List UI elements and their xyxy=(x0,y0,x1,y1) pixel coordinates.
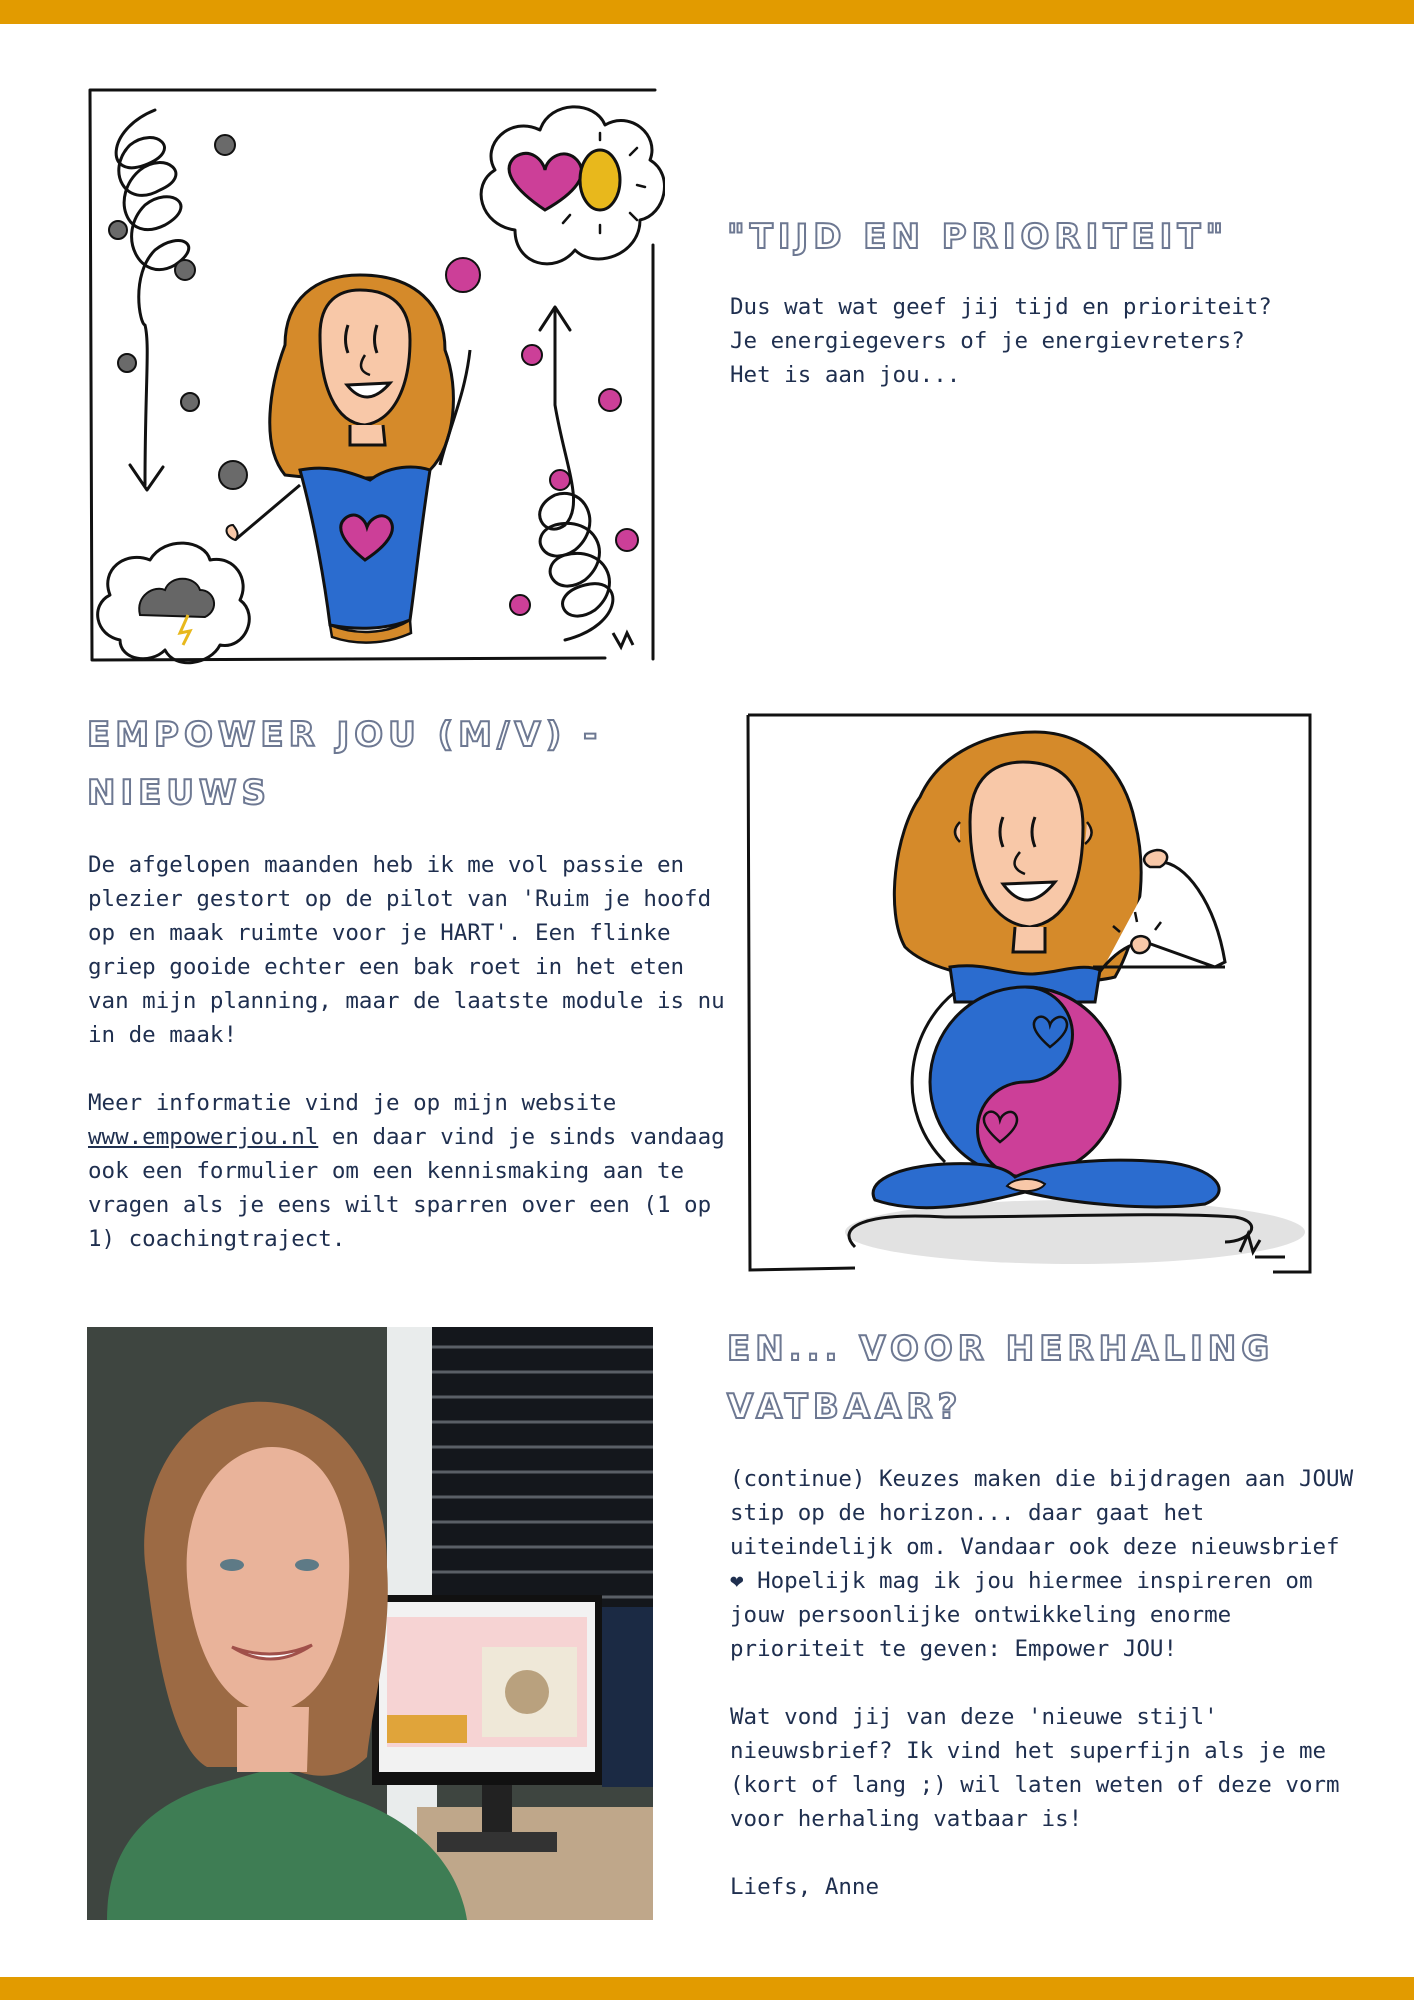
sun-icon xyxy=(580,150,620,210)
text-line: Dus wat wat geef jij tijd en prioriteit? xyxy=(730,294,1272,320)
paragraph-text: en daar vind je sinds vandaag ook een formulier om een kennismaking aan te vragen als je eens wilt sparren over een (1 op 1) coachingtraject. xyxy=(88,1124,725,1252)
website-link[interactable]: www.empowerjou.nl xyxy=(88,1124,319,1150)
title-line: EN... VOOR HERHALING xyxy=(727,1329,1275,1369)
title-line: VATBAAR? xyxy=(727,1387,963,1427)
yin-yang-icon xyxy=(930,987,1120,1177)
paragraph: (continue) Keuzes maken die bijdragen aan JOUW stip op de horizon... daar gaat het uiteindelijk om. Vandaar ook deze nieuwsbrief ❤ Hopelijk mag ik jou hiermee inspireren om jouw persoonlijke ontwikkeling enorme prioriteit te geven: Empower JOU! xyxy=(730,1466,1354,1662)
section3-body xyxy=(730,1462,1355,1904)
section1-body xyxy=(730,290,1350,392)
heart-icon xyxy=(509,153,582,210)
top-accent-band xyxy=(0,0,1414,24)
photo-anne-selfie xyxy=(87,1327,653,1920)
text-line: Je energiegevers of je energievreters? xyxy=(730,328,1245,354)
section2-body xyxy=(88,848,733,1256)
paragraph: De afgelopen maanden heb ik me vol passie en plezier gestort op de pilot van 'Ruim je hoofd op en maak ruimte voor je HART'. Een flinke griep gooide echter een bak roet in het eten van mijn planning, maar de laatste module is nu in de maak! xyxy=(88,852,725,1048)
section-title-empower-jou-nieuws xyxy=(87,706,707,822)
section-title-tijd-en-prioriteit: "TIJD EN PRIORITEIT" xyxy=(727,217,1229,257)
paragraph: Wat vond jij van deze 'nieuwe stijl' nieuwsbrief? Ik vind het superfijn als je me (kort of lang ;) wil laten weten of deze vorm voor herhaling vatbaar is! xyxy=(730,1704,1340,1832)
illustration-woman-meditating xyxy=(745,712,1317,1280)
paragraph xyxy=(88,1086,733,1256)
title-line: NIEUWS xyxy=(87,773,271,813)
spiral-arrow-down-icon xyxy=(116,110,189,485)
illustration-woman-energy xyxy=(85,85,665,665)
paragraph-text: Meer informatie vind je op mijn website xyxy=(88,1090,617,1116)
text-line: Het is aan jou... xyxy=(730,362,961,388)
title-line: EMPOWER JOU (M/V) - xyxy=(87,715,603,755)
section-title-voor-herhaling-vatbaar xyxy=(727,1320,1347,1436)
bottom-accent-band xyxy=(0,1977,1414,2000)
signoff: Liefs, Anne xyxy=(730,1874,880,1900)
lightning-icon xyxy=(180,615,190,645)
